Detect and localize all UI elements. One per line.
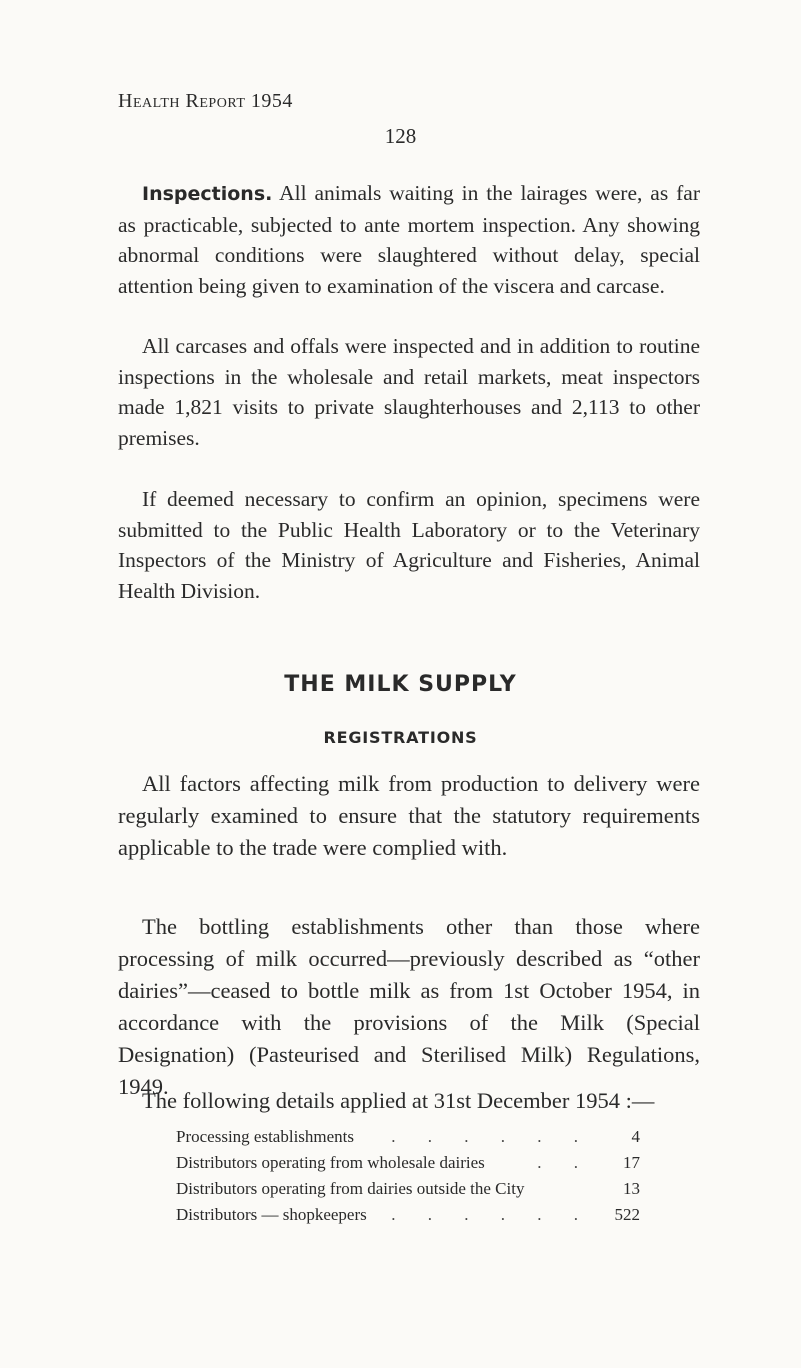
item-label: Distributors operating from wholesale dairies <box>176 1153 485 1172</box>
subsection-heading: REGISTRATIONS <box>323 728 478 747</box>
leader-dots: . . . . . . <box>391 1205 592 1224</box>
item-value: 522 <box>614 1205 640 1224</box>
details-list <box>176 1124 640 1228</box>
paragraph-text: All factors affecting milk from production to delivery were regularly examined to ensure that the statutory requirements applicable to the trade were complied with. <box>118 771 700 860</box>
list-item <box>176 1176 640 1202</box>
paragraph-bottling <box>118 911 700 1103</box>
page-number: 128 <box>384 124 417 148</box>
paragraph-inspections <box>118 178 700 301</box>
item-label: Distributors — shopkeepers <box>176 1205 367 1224</box>
run-in-heading: Inspections. <box>142 183 273 205</box>
item-value: 17 <box>623 1153 640 1172</box>
section-heading: THE MILK SUPPLY <box>284 672 517 697</box>
list-item <box>176 1202 640 1228</box>
item-label: Distributors operating from dairies outside the City <box>176 1179 525 1198</box>
list-item <box>176 1124 640 1150</box>
leader-dots: . . <box>537 1153 592 1172</box>
item-value: 13 <box>623 1179 640 1198</box>
item-value: 4 <box>631 1127 640 1146</box>
running-head: Health Report 1954 <box>118 90 293 112</box>
paragraph-following <box>118 1085 700 1117</box>
paragraph-text: The following details applied at 31st December 1954 :— <box>142 1088 655 1113</box>
paragraph-factors <box>118 768 700 864</box>
paragraph-text: All carcases and offals were inspected and in addition to routine inspections in the wholesale and retail markets, meat inspectors made 1,821 visits to private slaughterhouses and 2,113 to other premises. <box>118 334 700 450</box>
leader-dots: . . . . . . <box>391 1127 592 1146</box>
paragraph-text: All animals waiting in the lairages were, as far as practicable, subjected to ante mortem inspection. Any showing abnormal conditions were slaughtered without delay, special attention being given to examination of the viscera and carcase. <box>118 181 700 298</box>
item-label: Processing establishments <box>176 1127 355 1146</box>
paragraph-text: The bottling establishments other than those where processing of milk occurred—previously described as “other dairies”—ceased to bottle milk as from 1st October 1954, in accordance with the provisions of the Milk (Special Designation) (Pasteurised and Sterilised Milk) Regulations, 1949. <box>118 914 700 1099</box>
list-item <box>176 1150 640 1176</box>
paragraph-specimens <box>118 484 700 606</box>
paragraph-text: If deemed necessary to confirm an opinion, specimens were submitted to the Public Health Laboratory or to the Veterinary Inspectors of the Ministry of Agriculture and Fisheries, Animal Health Division. <box>118 487 700 603</box>
paragraph-carcases <box>118 331 700 453</box>
